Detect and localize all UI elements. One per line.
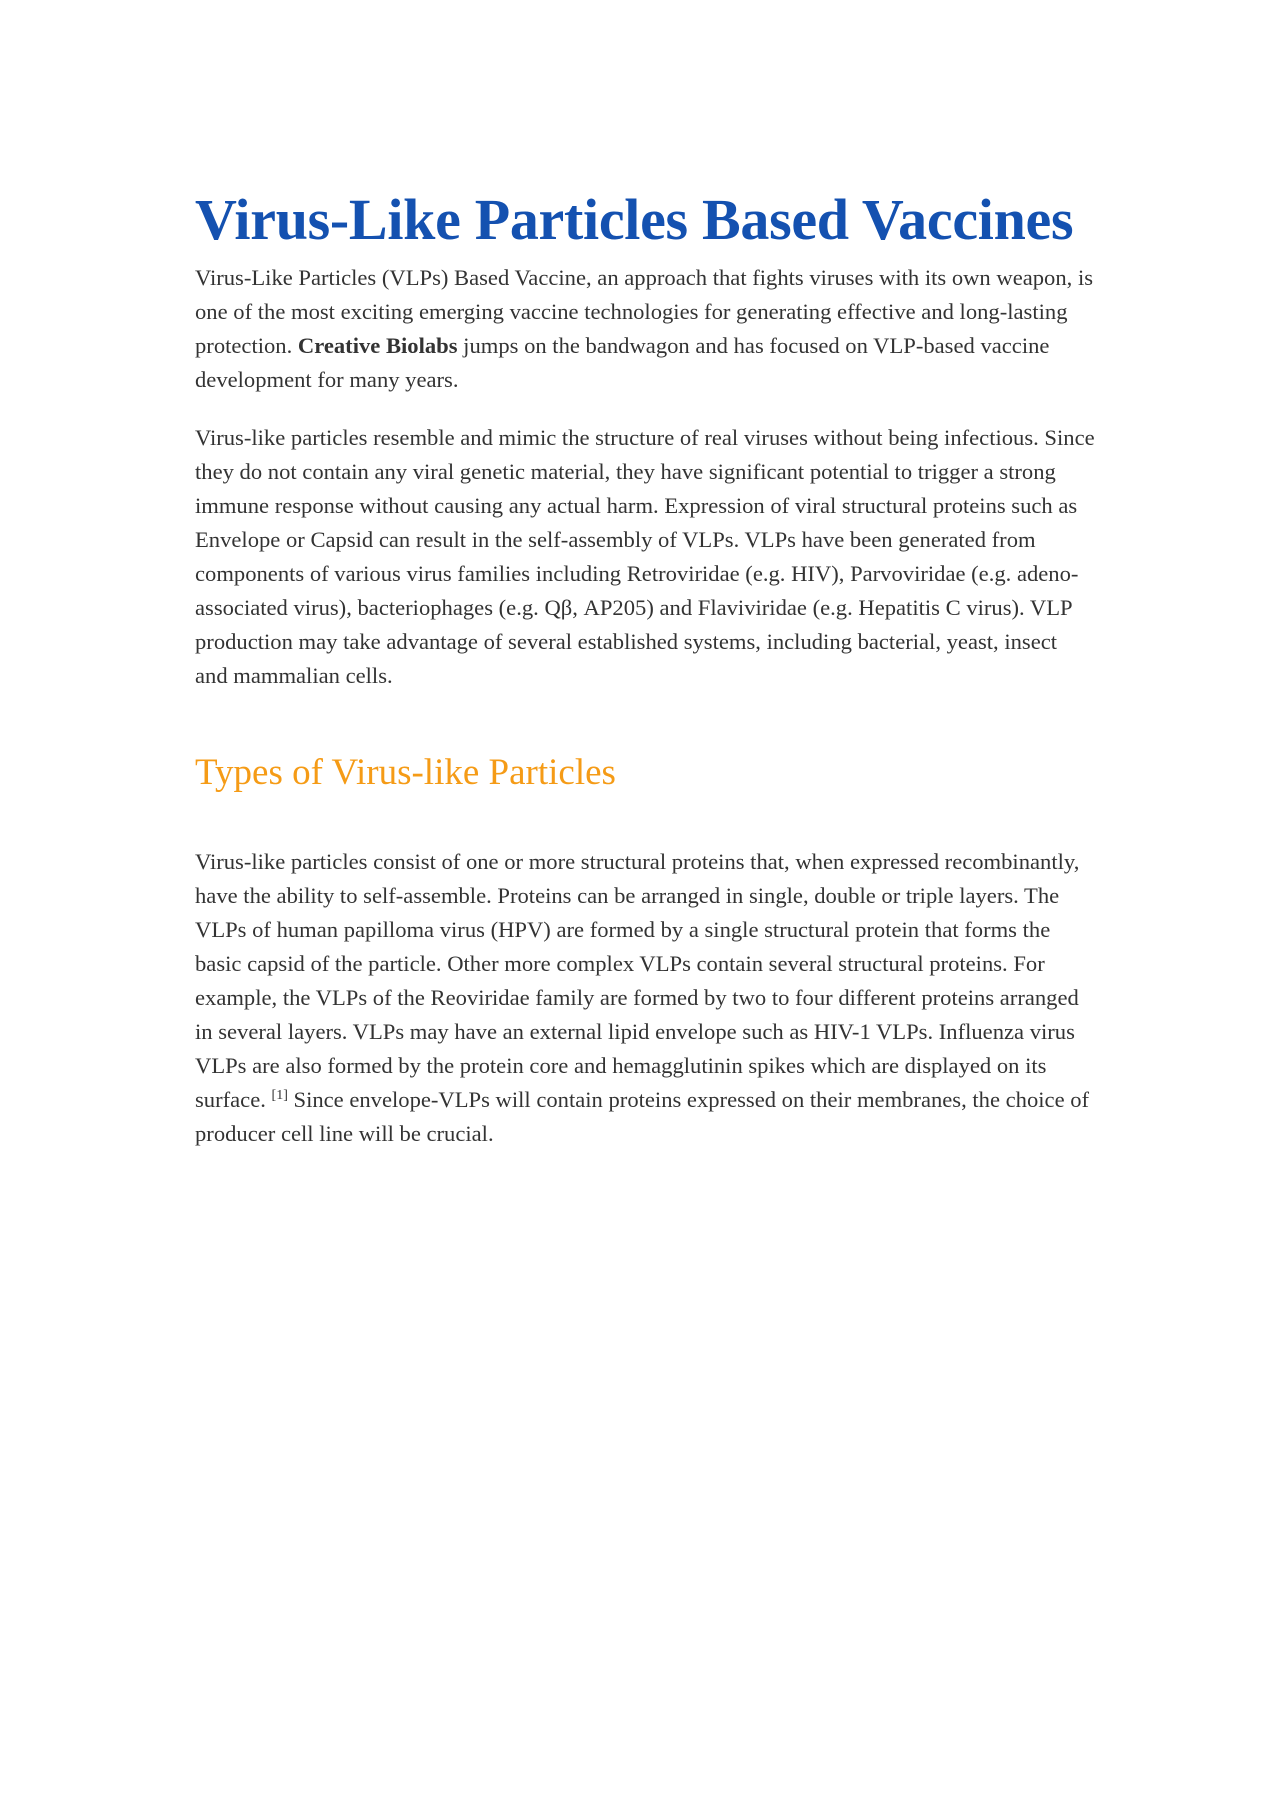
document-page [195, 185, 1095, 1151]
reference-marker: [1] [271, 1087, 288, 1103]
vlp-types-paragraph [195, 845, 1095, 1151]
page-title: Virus-Like Particles Based Vaccines [195, 187, 1074, 252]
intro-text-end: jumps on the bandwagon and has focused on VLP-based vaccine development for many years. [195, 332, 1050, 392]
vlp-types-text-start: Virus-like particles consist of one or more structural proteins that, when expressed recombinantly, have the ability to self-assemble. Proteins can be arranged in single, double or triple layers. The VLPs of human papilloma virus (HPV) are formed by a single structural protein that forms the basic capsid of the particle. Other more complex VLPs contain several structural proteins. For example, the VLPs of the Reoviridae family are formed by two to four different proteins arranged in several layers. VLPs may have an external lipid envelope such as HIV-1 VLPs. Influenza virus VLPs are also formed by the protein core and hemagglutinin spikes which are displayed on its surface. [195, 848, 1080, 1112]
intro-paragraph [195, 261, 1095, 397]
intro-text-start: Virus-Like Particles (VLPs) Based Vaccine, an approach that fights viruses with its own weapon, is one of the most exciting emerging vaccine technologies for generating effective and long-lasting protection. [195, 264, 1094, 358]
vlp-description-paragraph: Virus-like particles resemble and mimic the structure of real viruses without being infectious. Since they do not contain any viral genetic material, they have significant potential to trigger a strong immune response without causing any actual harm. Expression of viral structural proteins such as Envelope or Capsid can result in the self-assembly of VLPs. VLPs have been generated from components of various virus families including Retroviridae (e.g. HIV), Parvoviridae (e.g. adeno-associated virus), bacteriophages (e.g. Qβ, AP205) and Flaviviridae (e.g. Hepatitis C virus). VLP production may take advantage of several established systems, including bacterial, yeast, insect and mammalian cells. [195, 424, 1095, 688]
section-heading: Types of Virus-like Particles [195, 751, 616, 793]
company-name: Creative Biolabs [297, 332, 458, 358]
vlp-types-text-end: Since envelope-VLPs will contain proteins expressed on their membranes, the choice of producer cell line will be crucial. [195, 1086, 1090, 1146]
